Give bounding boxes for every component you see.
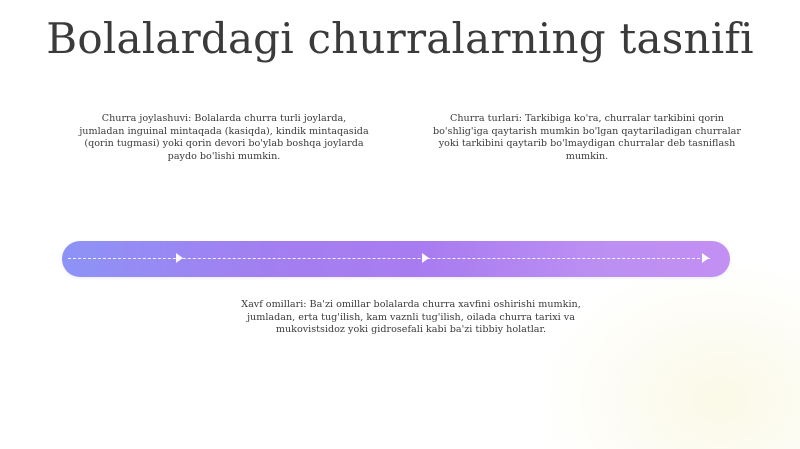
arrow-right-icon	[422, 253, 429, 263]
text-block-location: Churra joylashuvi: Bolalarda churra turli joylarda, jumladan inguinal mintaqada (kasiqda), kindik mintaqasida (qorin tugmasi) yoki qorin devori bo'ylab boshqa joylarda paydo bo'lishi mumkin.	[79, 113, 369, 162]
text-block-risk-factors: Xavf omillari: Ba'zi omillar bolalarda churra xavfini oshirishi mumkin, jumladan, erta tug'ilish, kam vaznli tug'ilish, oilada churra tarixi va mukovistsidoz yoki gidrosefali kabi ba'zi tibbiy holatlar.	[241, 299, 581, 336]
text-block-types: Churra turlari: Tarkibiga ko'ra, churralar tarkibini qorin bo'shlig'iga qaytarish mumkin bo'lgan qaytariladigan churralar yoki tarkibini qaytarib bo'lmaydigan churralar deb tasniflash mumkin.	[432, 113, 741, 162]
slide-title: Bolalardagi churralarning tasnifi	[46, 14, 754, 63]
arrow-right-icon	[702, 253, 709, 263]
timeline-bar	[62, 241, 730, 277]
timeline-dashed-line	[68, 258, 710, 259]
arrow-right-icon	[176, 253, 183, 263]
